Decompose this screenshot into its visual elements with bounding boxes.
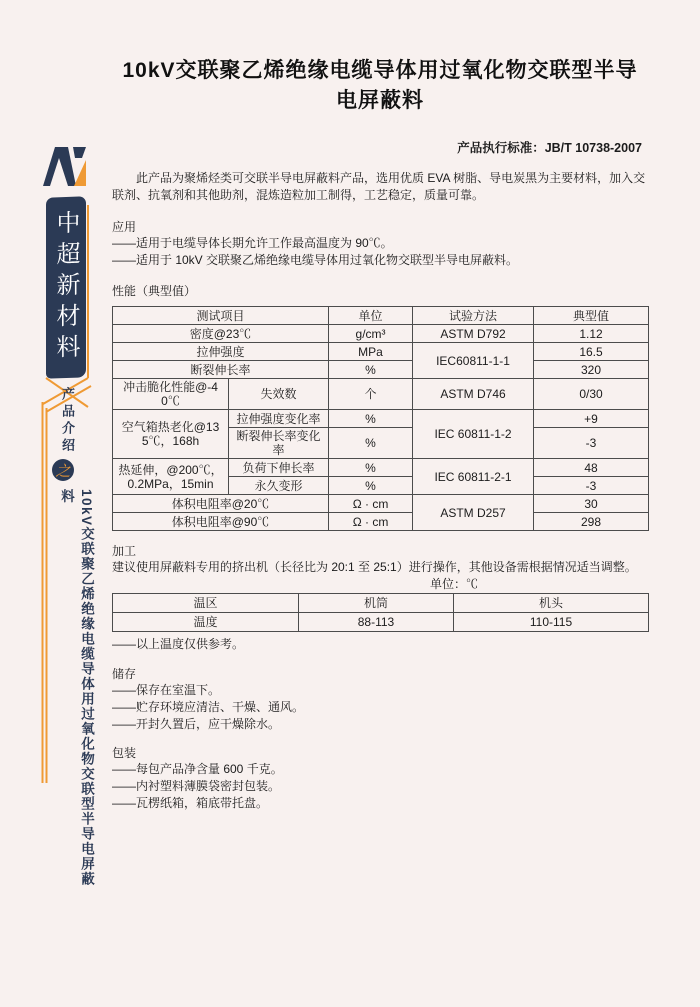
table-cell: % — [329, 428, 413, 459]
application-item: ——适用于电缆导体长期允许工作最高温度为 90℃。 — [112, 236, 393, 250]
table-cell: +9 — [534, 410, 649, 428]
table-cell: 负荷下伸长率 — [229, 459, 329, 477]
table-cell: 温度 — [113, 613, 299, 632]
intro-paragraph: 此产品为聚烯烃类可交联半导电屏蔽料产品，选用优质 EVA 树脂、导电炭黑为主要材料，加入交联剂、抗氧剂和其他助剂，混炼造粒加工制得，工艺稳定，质量可靠。 — [112, 171, 646, 202]
table-row — [113, 379, 649, 410]
table-cell: % — [329, 410, 413, 428]
column-header-cell: 温区 — [113, 594, 299, 613]
column-header-cell: 测试项目 — [113, 307, 329, 325]
table-cell: 拉伸强度变化率 — [229, 410, 329, 428]
column-header-cell: 试验方法 — [413, 307, 534, 325]
performance-heading: 性能（典型值） — [112, 284, 197, 298]
table-row — [113, 410, 649, 428]
table-cell: IEC 60811-2-1 — [413, 459, 534, 495]
table-cell: 失效数 — [229, 379, 329, 410]
packaging-item: ——瓦楞纸箱，箱底带托盘。 — [112, 796, 269, 810]
executive-standard: 产品执行标准：JB/T 10738-2007 — [457, 141, 642, 155]
table-cell: 断裂伸长率 — [113, 361, 329, 379]
processing-table — [112, 593, 649, 632]
table-cell: % — [329, 459, 413, 477]
table-cell: 拉伸强度 — [113, 343, 329, 361]
packaging-item: ——每包产品净含量 600 千克。 — [112, 762, 283, 776]
table-cell: 永久变形 — [229, 477, 329, 495]
table-cell: 48 — [534, 459, 649, 477]
table-cell: ASTM D746 — [413, 379, 534, 410]
series-badge-char: 之 — [55, 461, 71, 480]
application-heading: 应用 — [112, 220, 137, 234]
table-header-row — [113, 307, 649, 325]
table-cell: 16.5 — [534, 343, 649, 361]
unit-label: 单位：℃ — [430, 577, 479, 591]
performance-table — [112, 306, 649, 531]
table-cell: 冲击脆化性能@-40℃ — [113, 379, 229, 410]
column-header-cell: 单位 — [329, 307, 413, 325]
table-cell: -3 — [534, 477, 649, 495]
column-header-cell: 机头 — [454, 594, 649, 613]
table-cell: Ω · cm — [329, 513, 413, 531]
table-cell: 320 — [534, 361, 649, 379]
brand-name-vertical: 中超新材料 — [52, 209, 80, 366]
table-row — [113, 459, 649, 477]
table-row — [113, 325, 649, 343]
packaging-heading: 包装 — [112, 746, 137, 760]
storage-heading: 储存 — [112, 667, 137, 681]
company-logo-icon — [40, 146, 90, 186]
table-cell: 0/30 — [534, 379, 649, 410]
column-header-cell: 机筒 — [299, 594, 454, 613]
table-row — [113, 343, 649, 361]
page-title: 10kV交联聚乙烯绝缘电缆导体用过氧化物交联型半导电屏蔽料 — [122, 59, 638, 112]
table-cell: 1.12 — [534, 325, 649, 343]
processing-note: 建议使用屏蔽料专用的挤出机（长径比为 20:1 至 25:1）进行操作，其他设备需根据情况适当调整。 — [112, 560, 637, 574]
application-item: ——适用于 10kV 交联聚乙烯绝缘电缆导体用过氧化物交联型半导电屏蔽料。 — [112, 253, 519, 267]
table-cell: 热延伸，@200℃，0.2MPa，15min — [113, 459, 229, 495]
table-cell: 体积电阻率@90℃ — [113, 513, 329, 531]
table-cell: 空气箱热老化@135℃，168h — [113, 410, 229, 459]
table-header-row — [113, 594, 649, 613]
table-cell: ASTM D792 — [413, 325, 534, 343]
table-cell: 断裂伸长率变化率 — [229, 428, 329, 459]
table-cell: 密度@23℃ — [113, 325, 329, 343]
series-badge — [52, 459, 74, 481]
table-cell: 88-113 — [299, 613, 454, 632]
table-cell: 298 — [534, 513, 649, 531]
processing-heading: 加工 — [112, 544, 137, 558]
document-body — [112, 0, 648, 812]
table-row — [113, 361, 649, 379]
table-cell: % — [329, 477, 413, 495]
packaging-item: ——内衬塑料薄膜袋密封包装。 — [112, 779, 281, 793]
table-cell: 个 — [329, 379, 413, 410]
table-cell: MPa — [329, 343, 413, 361]
storage-item: ——贮存环境应清洁、干燥、通风。 — [112, 700, 305, 714]
table-cell: IEC 60811-1-2 — [413, 410, 534, 459]
table-cell: % — [329, 361, 413, 379]
table-cell: ASTM D257 — [413, 495, 534, 531]
column-header-cell: 典型值 — [534, 307, 649, 325]
table-cell: 30 — [534, 495, 649, 513]
processing-footnote: ——以上温度仅供参考。 — [112, 637, 245, 651]
table-cell: 110-115 — [454, 613, 649, 632]
series-label-vertical: 产品介绍 — [60, 387, 75, 455]
table-cell: -3 — [534, 428, 649, 459]
product-name-vertical: 10kV交联聚乙烯绝缘电缆导体用过氧化物交联型半导电屏蔽料 — [59, 489, 94, 887]
storage-item: ——开封久置后，应干燥除水。 — [112, 717, 281, 731]
table-row — [113, 495, 649, 513]
table-cell: IEC60811-1-1 — [413, 343, 534, 379]
table-row — [113, 513, 649, 531]
table-cell: 体积电阻率@20℃ — [113, 495, 329, 513]
table-cell: g/cm³ — [329, 325, 413, 343]
table-row — [113, 613, 649, 632]
table-cell: Ω · cm — [329, 495, 413, 513]
storage-item: ——保存在室温下。 — [112, 683, 221, 697]
